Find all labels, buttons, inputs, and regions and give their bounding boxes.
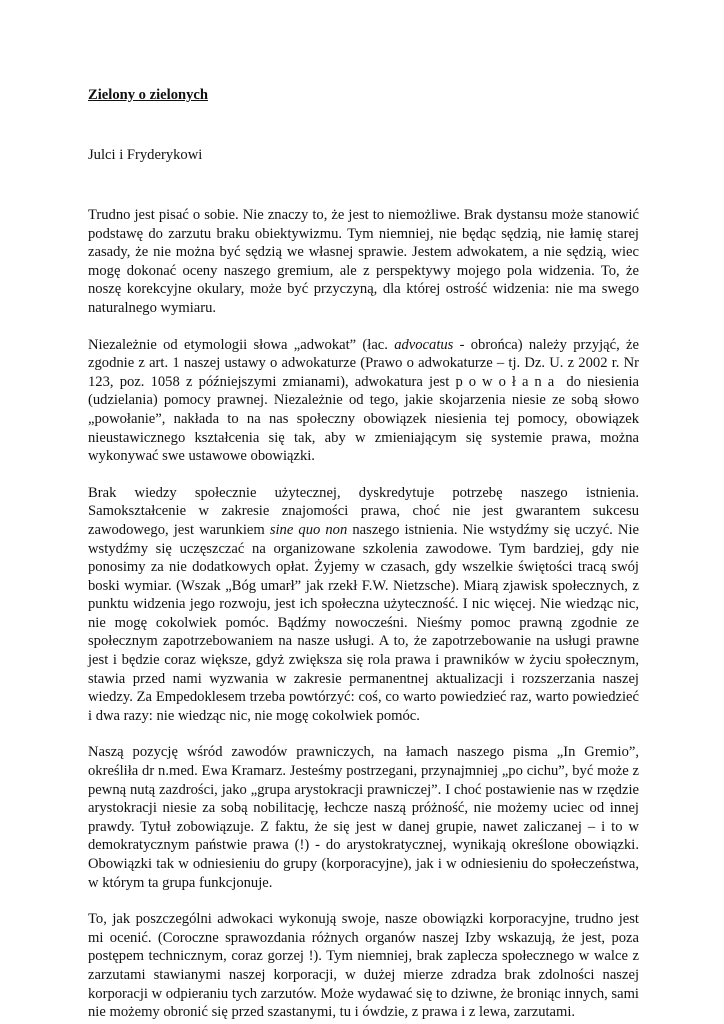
paragraph-3-text-a: Brak wiedzy społecznie użytecznej, dyskredytuje potrzebę naszego istnienia. Samokształcenie w zakresie znajomości prawa, choć nie jest gwarantem sukcesu zawodowego, jest warunkiem <box>88 484 639 538</box>
paragraph-2-italic-advocatus: advocatus <box>394 336 454 353</box>
paragraph-5: To, jak poszczególni adwokaci wykonują swoje, nasze obowiązki korporacyjne, trudno jest mi ocenić. (Coroczne sprawozdania różnych organów naszej Izby wskazują, że jest, poza postępem technicznym, coraz gorzej !). Tym niemniej, brak zaplecza społecznego w walce z zarzutami stawianymi naszej korporacji, w dużej mierze zdradza brak zdolności naszej korporacji w odpieraniu tych zarzutów. Może wydawać się to dziwne, że broniąc innych, sami nie możemy obronić się przed szastanymi, tu i ówdzie, z prawa i z lewa, zarzutami. <box>88 911 639 1021</box>
paragraph-3 <box>88 484 639 726</box>
paragraph-2-spaced-powolana: powołana <box>455 373 561 390</box>
paragraph-1: Trudno jest pisać o sobie. Nie znaczy to, że jest to niemożliwe. Brak dystansu może stanowić podstawę do zarzutu braku obiektywizmu. Tym niemniej, nie będąc sędzią, nie łamię starej zasady, że nie można być sędzią we własnej sprawie. Jestem adwokatem, a nie sędzią, wiec mogę dokonać oceny naszego gremium, ale z perspektywy mojego pola widzenia. To, że noszę korekcyjne okulary, może być przyczyną, dla której ostrość widzenia: nie ma swego naturalnego wymiaru. <box>88 207 639 316</box>
document-title: Zielony o zielonych <box>88 87 208 103</box>
paragraph-2-text-c: do niesienia (udzielania) pomocy prawnej. Niezależnie od tego, jakie skojarzenia niesie ze sobą słowo „powołanie”, nakłada to na nas społeczny obowiązek niesienia tej pomocy, obowiązek nieustawicznego kształcenia się tak, aby w zmieniającym się systemie prawa, można wykonywać swe ustawowe obowiązki. <box>88 373 639 465</box>
paragraph-2-text-a: Niezależnie od etymologii słowa „adwokat” (łac. <box>88 336 395 353</box>
dedication: Julci i Fryderykowi <box>88 147 203 163</box>
paragraph-3-italic-sine-quo-non: sine quo non <box>269 521 348 538</box>
paragraph-4: Naszą pozycję wśród zawodów prawniczych, na łamach naszego pisma „In Gremio”, określiła dr n.med. Ewa Kramarz. Jesteśmy postrzegani, przynajmniej „po cichu”, być może z pewną nutą zazdrości, jako „grupa arystokracji prawniczej”. I choć postawienie nas w rzędzie arystokracji niesie za sobą nobilitację, łechcze naszą próżność, nie możemy uciec od innej prawdy. Tytuł zobowiązuje. Z faktu, że się jest w danej grupie, nawet zaliczanej – i to w demokratycznym państwie prawa (!) - do arystokratycznej, wynikają określone obowiązki. Obowiązki tak w odniesieniu do grupy (korporacyjne), jak i w odniesieniu do społeczeństwa, w którym ta grupa funkcjonuje. <box>88 744 639 891</box>
paragraph-2 <box>88 336 639 466</box>
paragraph-2-text-b: - obrońca) należy przyjąć, że zgodnie z art. 1 naszej ustawy o adwokaturze (Prawo o adwokaturze – tj. Dz. U. z 2002 r. Nr 123, poz. 1058 z późniejszymi zmianami), adwokatura jest <box>88 336 639 390</box>
paragraph-3-text-b: naszego istnienia. Nie wstydźmy się uczyć. Nie wstydźmy się uczęszczać na organizowane szkolenia zawodowe. Tym bardziej, gdy nie ponosimy za nie dodatkowych opłat. Żyjemy w czasach, gdy wszelkie świętości tracą swój boski wymiar. (Wszak „Bóg umarł” jak rzekł F.W. Nietzsche). Miarą zjawisk społecznych, z punktu widzenia jego rozwoju, jest ich społeczna użyteczność. I nic więcej. Nie wiedząc nic, nie mogę cokolwiek pomóc. Bądźmy nowocześni. Nieśmy pomoc prawną zgodnie ze społecznym zapotrzebowaniem na nasze usługi. A to, że zapotrzebowanie na usługi prawne jest i będzie coraz większe, gdyż zwiększa się rola prawa i prawników w życiu społecznym, stawia przed nami wyzwania w zakresie permanentnej aktualizacji i rozszerzania naszej wiedzy. Za Empedoklesem trzeba powtórzyć: coś, co warto powiedzieć raz, warto powiedzieć i dwa razy: nie wiedząc nic, nie mogę cokolwiek pomóc. <box>88 521 639 724</box>
